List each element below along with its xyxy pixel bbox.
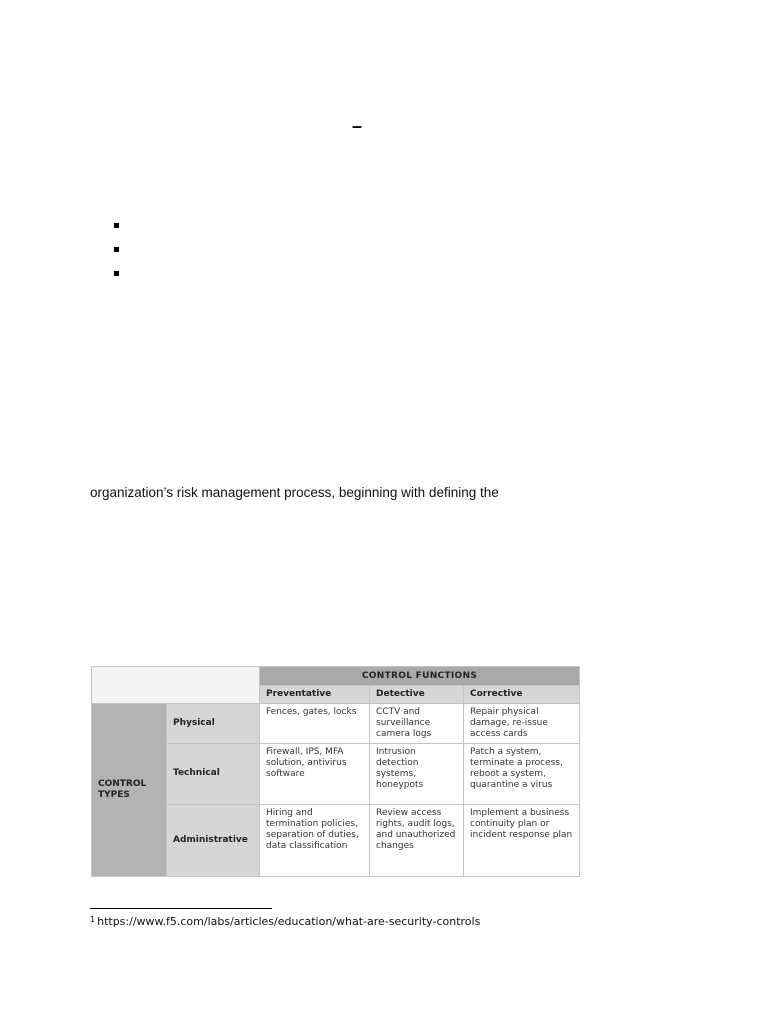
footnote [90, 915, 480, 928]
column-header-corrective: Corrective [464, 686, 580, 704]
list-item [112, 217, 122, 241]
bullet-marker [114, 271, 119, 276]
table-cell: Intrusion detection systems, honeypots [370, 744, 464, 804]
table-row [92, 704, 580, 744]
footnote-url: https://www.f5.com/labs/articles/education/what-are-security-controls [97, 915, 481, 928]
table-cell: Firewall, IPS, MFA solution, antivirus software [260, 744, 370, 804]
control-functions-header: CONTROL FUNCTIONS [260, 667, 580, 686]
table-cell: Implement a business continuity plan or incident response plan [464, 804, 580, 876]
table-cell: Review access rights, audit logs, and unauthorized changes [370, 804, 464, 876]
table-cell: Repair physical damage, re-issue access cards [464, 704, 580, 744]
row-header-administrative: Administrative [167, 804, 260, 876]
footnote-separator [90, 908, 272, 909]
table-corner [92, 667, 260, 704]
list-item [112, 241, 122, 265]
bullet-list [112, 217, 122, 289]
footnote-number: 1 [90, 915, 96, 924]
column-header-detective: Detective [370, 686, 464, 704]
heading-dash: – [352, 116, 363, 136]
control-types-label: CONTROL TYPES [92, 704, 167, 877]
table-cell: CCTV and surveillance camera logs [370, 704, 464, 744]
table-cell: Hiring and termination policies, separation of duties, data classification [260, 804, 370, 876]
column-header-preventative: Preventative [260, 686, 370, 704]
list-item [112, 265, 122, 289]
row-header-technical: Technical [167, 744, 260, 804]
control-functions-table-image [91, 666, 579, 877]
bullet-marker [114, 247, 119, 252]
bullet-marker [114, 223, 119, 228]
table-cell: Patch a system, terminate a process, reboot a system, quarantine a virus [464, 744, 580, 804]
body-text-line: organization’s risk management process, beginning with defining the [90, 485, 499, 500]
table-cell: Fences, gates, locks [260, 704, 370, 744]
control-functions-table [91, 666, 580, 877]
row-header-physical: Physical [167, 704, 260, 744]
